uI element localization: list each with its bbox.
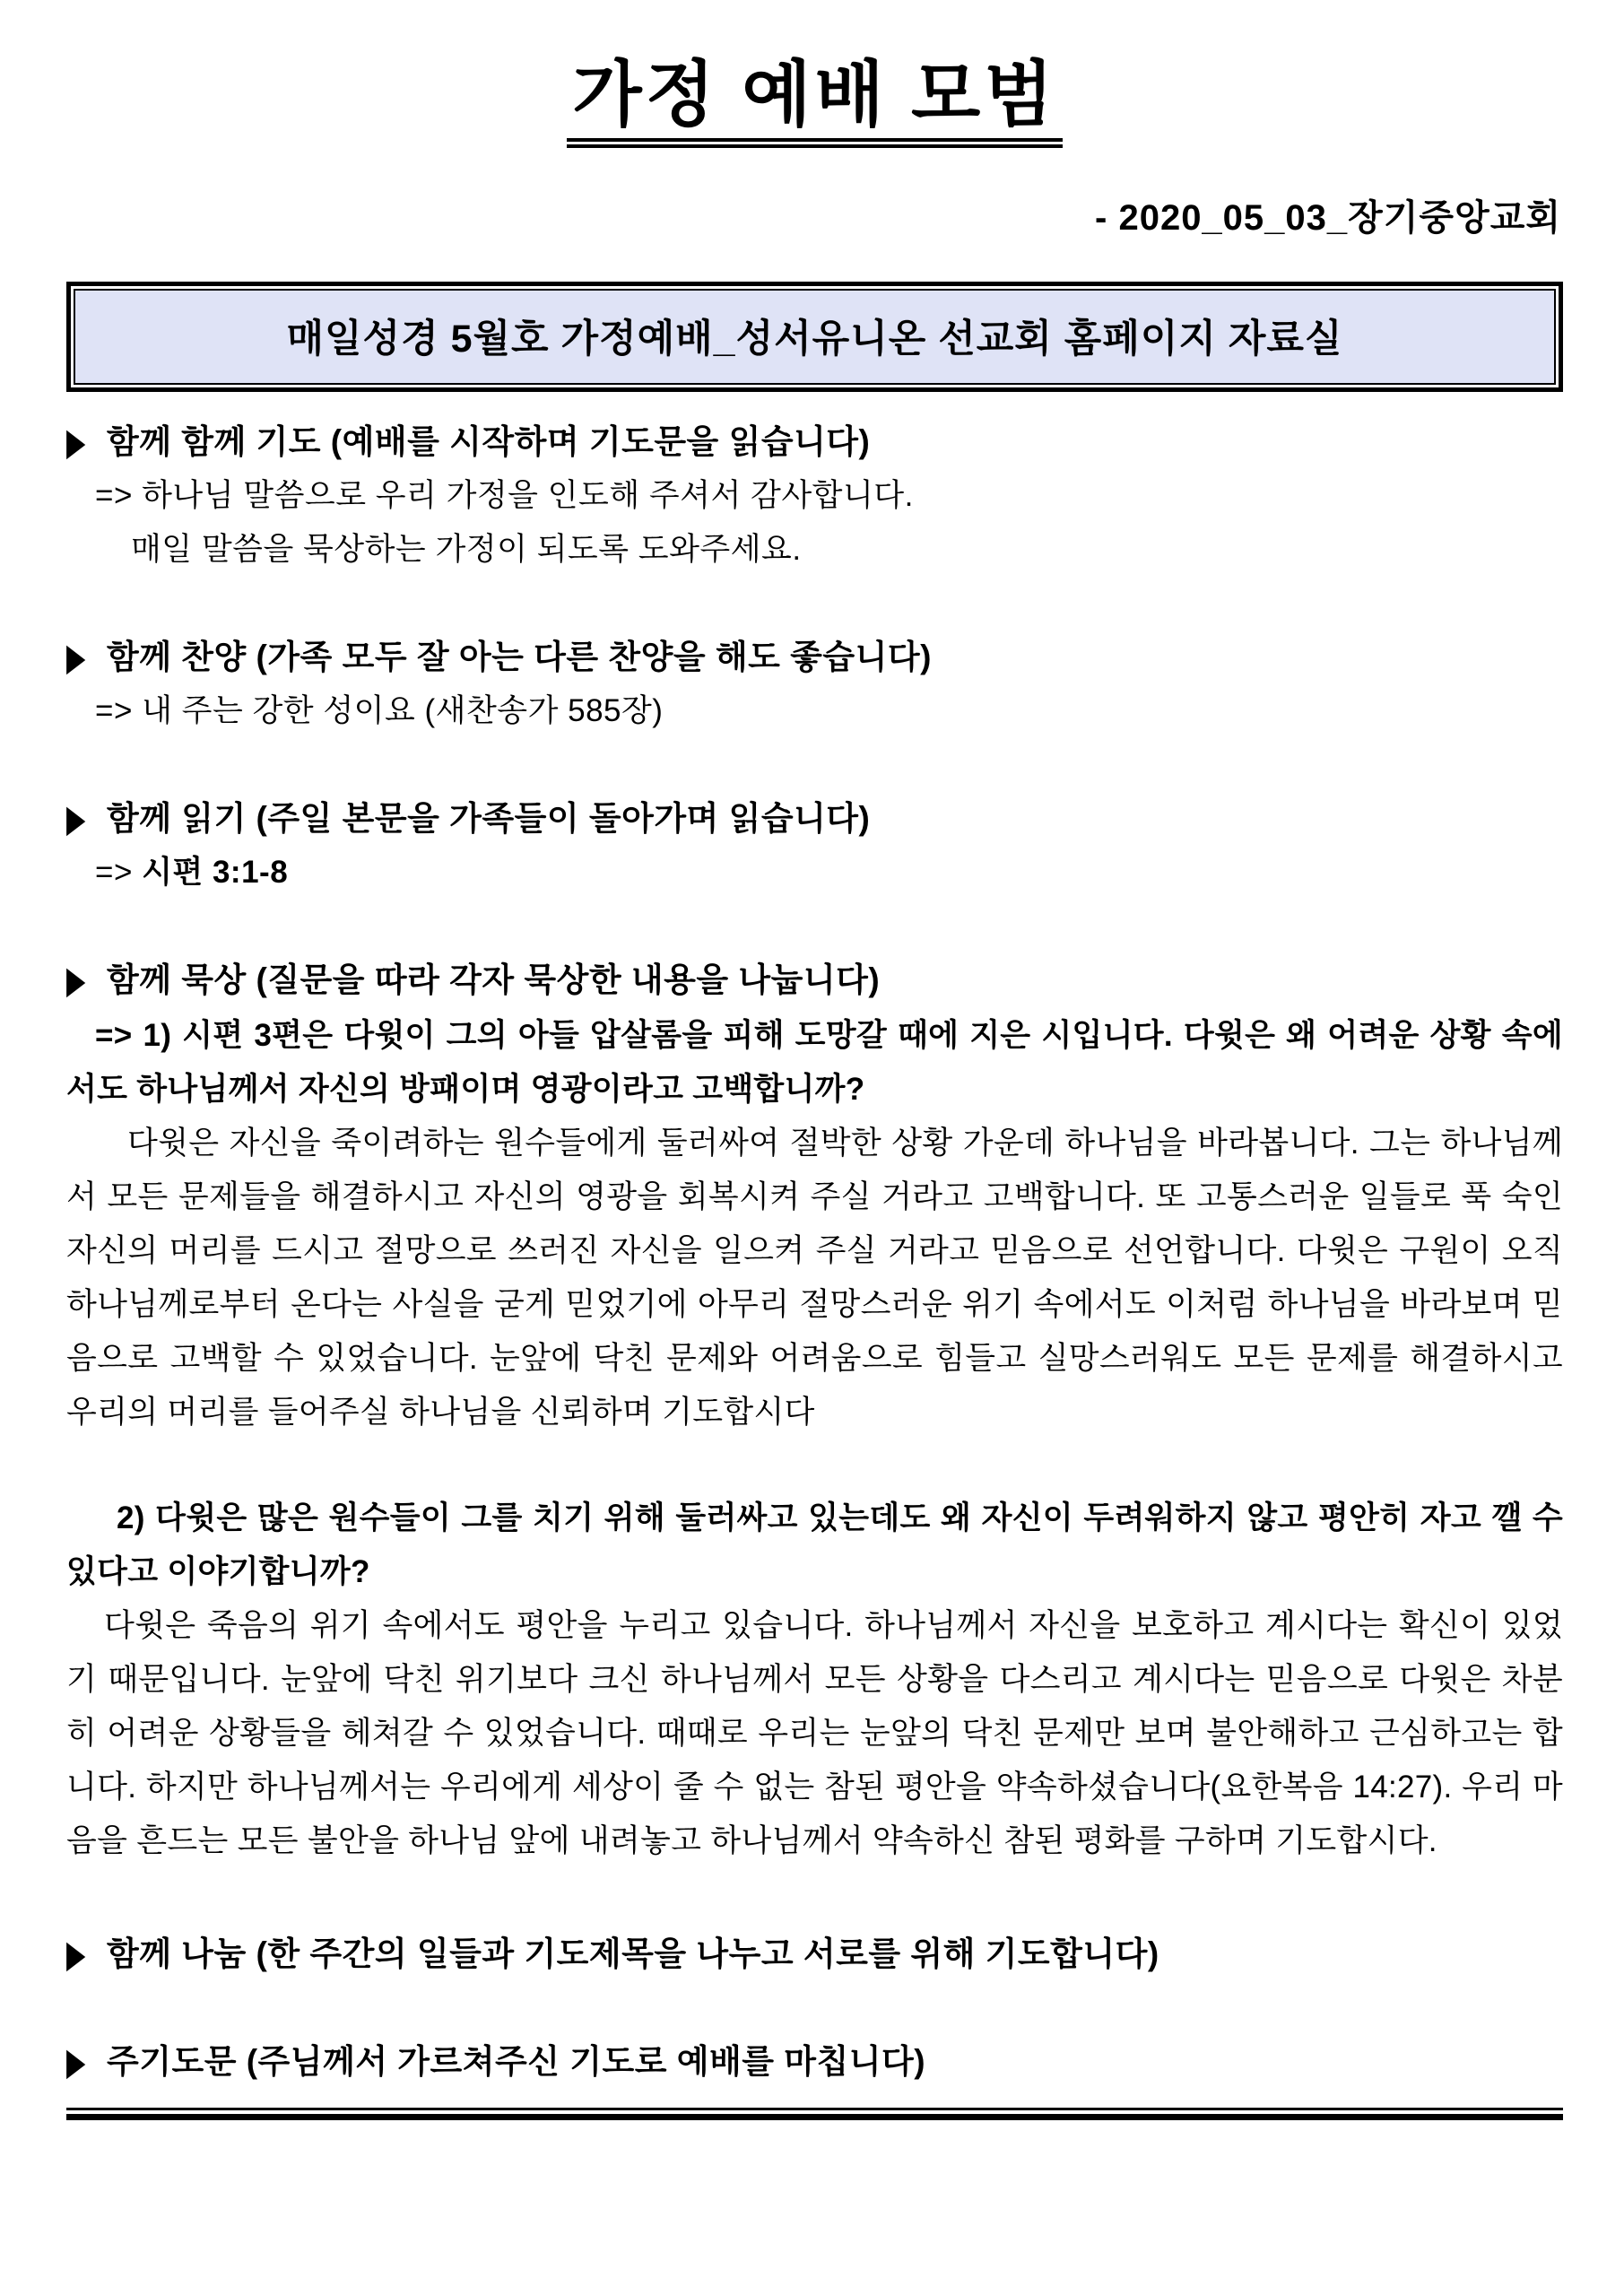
- section-meditation-heading: [66, 959, 1563, 1002]
- prayer-line-2: 매일 말씀을 묵상하는 가정이 되도록 도와주세요.: [131, 532, 802, 568]
- meditation-question-1: => 1) 시편 3편은 다윗이 그의 아들 압살롬을 피해 도망갈 때에 지은 시입니다. 다윗은 왜 어려운 상황 속에서도 하나님께서 자신의 방패이며 영광이라고 고백합니까?: [66, 1018, 1563, 1108]
- triangle-bullet-icon: ▶: [66, 635, 86, 679]
- section-praise-heading-text: 함께 찬양 (가족 모두 잘 아는 다른 찬양을 해도 좋습니다): [106, 639, 932, 676]
- triangle-bullet-icon: ▶: [66, 2040, 86, 2083]
- triangle-bullet-icon: ▶: [66, 959, 86, 1002]
- prayer-line-1: => 하나님 말씀으로 우리 가정을 인도해 주셔서 감사합니다.: [95, 478, 914, 514]
- section-lords-prayer-heading-text: 주기도문 (주님께서 가르쳐주신 기도로 예배를 마칩니다): [106, 2043, 926, 2081]
- scripture-reference: 시편 3:1-8: [142, 855, 289, 891]
- page-title: 가정 예배 모범: [567, 56, 1062, 148]
- arrow-prefix: =>: [95, 855, 133, 891]
- banner-box: [66, 282, 1563, 392]
- meditation-question-2: 2) 다윗은 많은 원수들이 그를 치기 위해 둘러싸고 있는데도 왜 자신이 두려워하지 않고 평안히 자고 깰 수 있다고 이야기합니까?: [66, 1500, 1563, 1590]
- scripture-reference-line: [66, 846, 1563, 900]
- title-wrap: [66, 56, 1563, 148]
- section-praise-heading: [66, 636, 1563, 679]
- section-prayer-heading: [66, 421, 1563, 464]
- section-lords-prayer-heading: [66, 2040, 1563, 2083]
- section-sharing-heading: [66, 1933, 1563, 1976]
- section-prayer-heading-text: 함께 함께 기도 (예배를 시작하며 기도문을 읽습니다): [106, 423, 871, 460]
- triangle-bullet-icon: ▶: [66, 420, 86, 463]
- meditation-answer-1: 다윗은 자신을 죽이려하는 원수들에게 둘러싸여 절박한 상황 가운데 하나님을 바라봅니다. 그는 하나님께서 모든 문제들을 해결하시고 자신의 영광을 회복시켜 주실 거라고 고백합니다. 또 고통스러운 일들로 푹 숙인 자신의 머리를 드시고 절망으로 쓰러진 자신을 일으켜 주실 거라고 믿음으로 선언합니다. 다윗은 구원이 오직 하나님께로부터 온다는 사실을 굳게 믿었기에 아무리 절망스러운 위기 속에서도 이처럼 하나님을 바라보며 믿음으로 고백할 수 있었습니다. 눈앞에 닥친 문제와 어려움으로 힘들고 실망스러워도 모든 문제를 해결하시고 우리의 머리를 들어주실 하나님을 신뢰하며 기도합시다: [66, 1126, 1563, 1431]
- triangle-bullet-icon: ▶: [66, 797, 86, 840]
- triangle-bullet-icon: ▶: [66, 1933, 86, 1976]
- bottom-divider: [66, 2108, 1563, 2120]
- doc-date-church: - 2020_05_03_장기중앙교회: [1095, 198, 1561, 238]
- section-reading-heading: [66, 797, 1563, 840]
- banner-text: 매일성경 5월호 가정예배_성서유니온 선교회 홈페이지 자료실: [74, 289, 1556, 385]
- praise-hymn-line: => 내 주는 강한 성이요 (새찬송가 585장): [95, 693, 664, 729]
- section-sharing-heading-text: 함께 나눔 (한 주간의 일들과 기도제목을 나누고 서로를 위해 기도합니다): [106, 1935, 1159, 1973]
- section-reading-heading-text: 함께 읽기 (주일 본문을 가족들이 돌아가며 읽습니다): [106, 800, 871, 838]
- section-meditation-heading-text: 함께 묵상 (질문을 따라 각자 묵상한 내용을 나눕니다): [106, 961, 881, 999]
- meditation-answer-2: 다윗은 죽음의 위기 속에서도 평안을 누리고 있습니다. 하나님께서 자신을 보호하고 계시다는 확신이 있었기 때문입니다. 눈앞에 닥친 위기보다 크신 하나님께서 모든 상황을 다스리고 계시다는 믿음으로 다윗은 차분히 어려운 상황들을 헤쳐갈 수 있었습니다. 때때로 우리는 눈앞의 닥친 문제만 보며 불안해하고 근심하고는 합니다. 하지만 하나님께서는 우리에게 세상이 줄 수 없는 참된 평안을 약속하셨습니다(요한복음 14:27). 우리 마음을 흔드는 모든 불안을 하나님 앞에 내려놓고 하나님께서 약속하신 참된 평화를 구하며 기도합시다.: [66, 1608, 1563, 1859]
